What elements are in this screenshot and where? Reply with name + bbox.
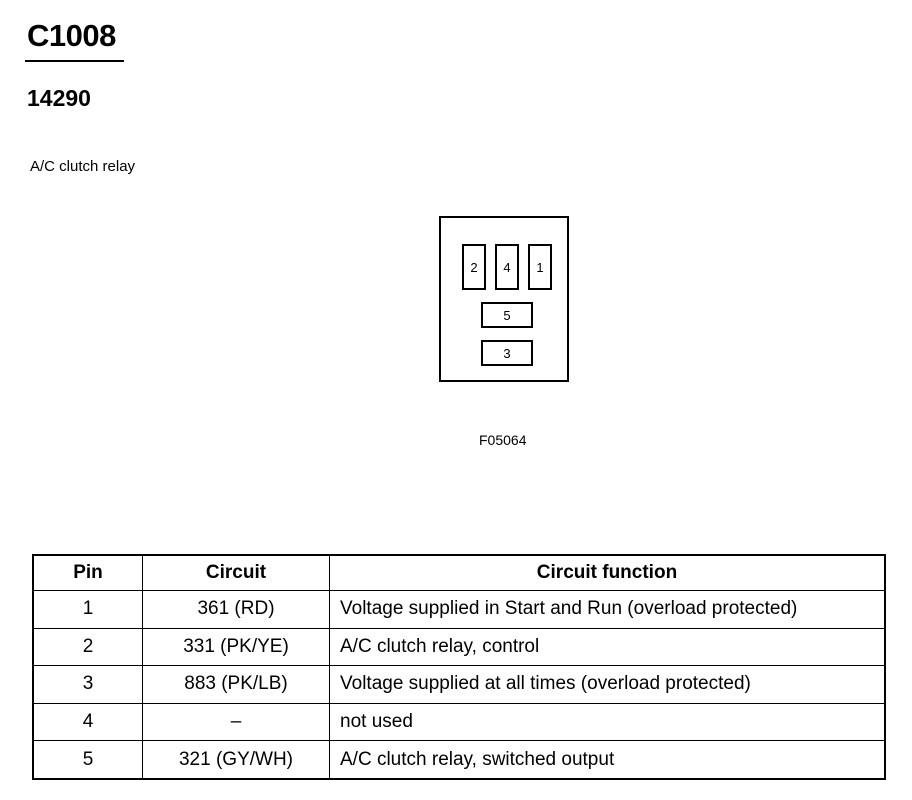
function-cell: A/C clutch relay, switched output	[330, 741, 886, 779]
function-cell: not used	[330, 703, 886, 741]
table-row	[33, 703, 885, 741]
pin-cell: 4	[33, 703, 143, 741]
pin-cell: 1	[33, 591, 143, 629]
pin-terminal-2: 2	[462, 244, 486, 290]
header-circuit: Circuit	[143, 555, 330, 591]
function-cell: Voltage supplied at all times (overload protected)	[330, 666, 886, 704]
pin-cell: 2	[33, 628, 143, 666]
table-row	[33, 591, 885, 629]
circuit-cell: 331 (PK/YE)	[143, 628, 330, 666]
part-number: 14290	[27, 85, 91, 111]
header-circuit-function: Circuit function	[330, 555, 886, 591]
connector-description: A/C clutch relay	[30, 158, 136, 175]
table-row	[33, 741, 885, 779]
pin-terminal-1: 1	[528, 244, 552, 290]
pin-terminal-5: 5	[481, 302, 533, 328]
figure-id: F05064	[479, 432, 527, 448]
header-pin: Pin	[33, 555, 143, 591]
table-row	[33, 628, 885, 666]
function-cell: Voltage supplied in Start and Run (overload protected)	[330, 591, 886, 629]
pin-cell: 3	[33, 666, 143, 704]
connector-diagram	[439, 216, 569, 382]
circuit-cell: 321 (GY/WH)	[143, 741, 330, 779]
pin-terminal-3: 3	[481, 340, 533, 366]
table-header-row	[33, 555, 885, 591]
pin-table	[32, 554, 886, 780]
function-cell: A/C clutch relay, control	[330, 628, 886, 666]
pin-cell: 5	[33, 741, 143, 779]
connector-title: C1008	[27, 18, 116, 53]
circuit-cell: 883 (PK/LB)	[143, 666, 330, 704]
circuit-cell: –	[143, 703, 330, 741]
title-underline	[25, 60, 124, 62]
circuit-cell: 361 (RD)	[143, 591, 330, 629]
table-row	[33, 666, 885, 704]
pin-terminal-4: 4	[495, 244, 519, 290]
